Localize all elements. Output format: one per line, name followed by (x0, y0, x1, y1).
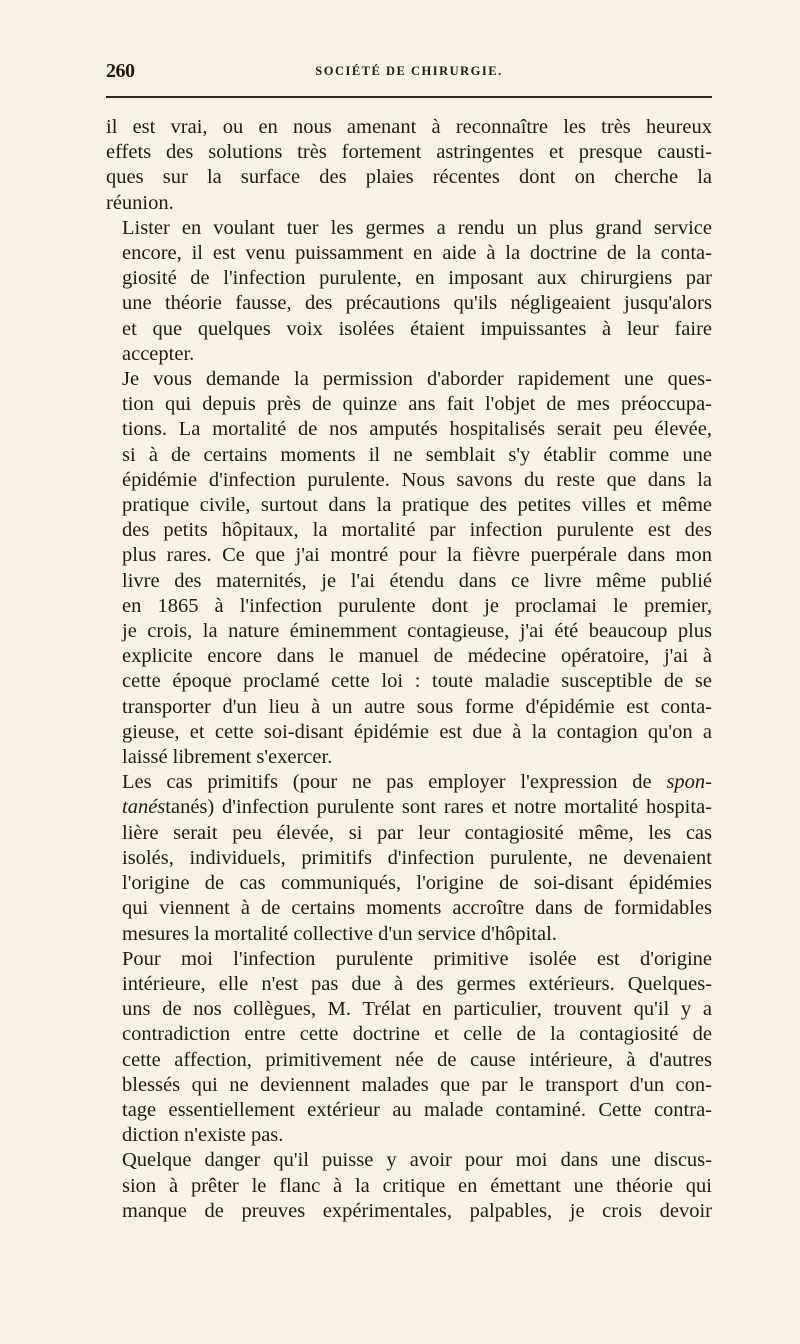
text-line: manque de preuves expérimentales, palpables, je crois devoir (122, 1199, 712, 1222)
page-header (106, 60, 712, 88)
text-line (106, 795, 712, 820)
text-line: pratique civile, surtout dans la pratique des petites villes et même (122, 494, 712, 517)
text-line: en 1865 à l'infection purulente dont je proclamai le premier, (122, 594, 712, 617)
paragraph (106, 770, 712, 946)
text-line: cette époque proclamé cette loi : toute maladie susceptible de se (122, 670, 712, 693)
text-line: des petits hôpitaux, la mortalité par infection purulente est des (122, 519, 712, 542)
text-line: contradiction entre cette doctrine et celle de la contagiosité de (122, 1023, 712, 1046)
text-line: effets des solutions très fortement astringentes et presque causti- (106, 141, 712, 164)
text-line: épidémie d'infection purulente. Nous savons du reste que dans la (122, 468, 712, 491)
text-line: isolés, individuels, primitifs d'infection purulente, ne devenaient (122, 846, 712, 869)
text-line: uns de nos collègues, M. Trélat en particulier, trouvent qu'il y a (122, 998, 712, 1021)
text-line: sion à prêter le flanc à la critique en émettant une théorie qui (122, 1174, 712, 1197)
text-line: accepter. (122, 342, 195, 365)
text-line (106, 770, 712, 795)
header-rule (106, 96, 712, 98)
text-line: Pour moi l'infection purulente primitive isolée est d'origine (122, 947, 712, 970)
paragraph (106, 1148, 712, 1224)
text-line: Je vous demande la permission d'aborder rapidement une ques- (122, 368, 712, 391)
text-line: une théorie fausse, des précautions qu'ils négligeaient jusqu'alors (122, 292, 712, 315)
text-line: giosité de l'infection purulente, en imposant aux chirurgiens par (122, 267, 712, 290)
text-line: il est vrai, ou en nous amenant à reconnaître les très heureux (106, 116, 712, 138)
italic-word: spon- (666, 771, 712, 794)
text-line: si à de certains moments il ne semblait s'y établir comme une (122, 443, 712, 466)
body-text (106, 115, 712, 1224)
running-head: SOCIÉTÉ DE CHIRURGIE. (315, 64, 503, 78)
text-line: encore, il est venu puissamment en aide à la doctrine de la conta- (122, 242, 712, 265)
text-line: l'origine de cas communiqués, l'origine de soi-disant épidémies (122, 872, 712, 895)
text-line: Quelque danger qu'il puisse y avoir pour moi dans une discus- (122, 1149, 712, 1172)
paragraph (106, 216, 712, 367)
text-line: je crois, la nature éminemment contagieuse, j'ai été beaucoup plus (122, 620, 712, 643)
text-line: lière serait peu élevée, si par leur contagiosité même, les cas (122, 821, 712, 844)
text-line: blessés qui ne deviennent malades que par le transport d'un con- (122, 1073, 712, 1096)
text-line: tage essentiellement extérieur au malade contaminé. Cette contra- (122, 1098, 712, 1121)
paragraph (106, 367, 712, 770)
paragraph (106, 947, 712, 1149)
text-line: ques sur la surface des plaies récentes dont on cherche la (106, 166, 712, 189)
text-line: gieuse, et cette soi-disant épidémie est due à la contagion qu'on a (122, 720, 712, 743)
text-line: tions. La mortalité de nos amputés hospitalisés serait peu élevée, (122, 418, 712, 441)
page-number: 260 (106, 60, 135, 82)
text-line: transporter d'un lieu à un autre sous forme d'épidémie est conta- (122, 695, 712, 718)
text-line: livre des maternités, je l'ai étendu dans ce livre même publié (122, 569, 712, 592)
text-line: plus rares. Ce que j'ai montré pour la fièvre puerpérale dans mon (122, 544, 712, 567)
text-line: mesures la mortalité collective d'un service d'hôpital. (122, 922, 557, 945)
text-line: qui viennent à de certains moments accroître dans de formidables (122, 897, 712, 920)
text-line: intérieure, elle n'est pas due à des germes extérieurs. Quelques- (122, 972, 712, 995)
paragraph (106, 115, 712, 216)
text-line: et que quelques voix isolées étaient impuissantes à leur faire (122, 317, 712, 340)
text-line: tion qui depuis près de quinze ans fait l'objet de mes préoccupa- (122, 393, 712, 416)
italic-word: tanés (122, 796, 166, 819)
text-line: diction n'existe pas. (122, 1124, 284, 1147)
text-line: réunion. (106, 191, 174, 214)
text-line: Lister en voulant tuer les germes a rendu un plus grand service (122, 216, 712, 239)
text-line: cette affection, primitivement née de cause intérieure, à d'autres (122, 1048, 712, 1071)
text-run: tanés) d'infection purulente sont rares et notre mortalité hospita- (165, 796, 712, 819)
text-run: Les cas primitifs (pour ne pas employer l'expression de (122, 771, 667, 794)
text-line: explicite encore dans le manuel de médecine opératoire, j'ai à (122, 645, 712, 668)
text-line: laissé librement s'exercer. (122, 746, 333, 769)
